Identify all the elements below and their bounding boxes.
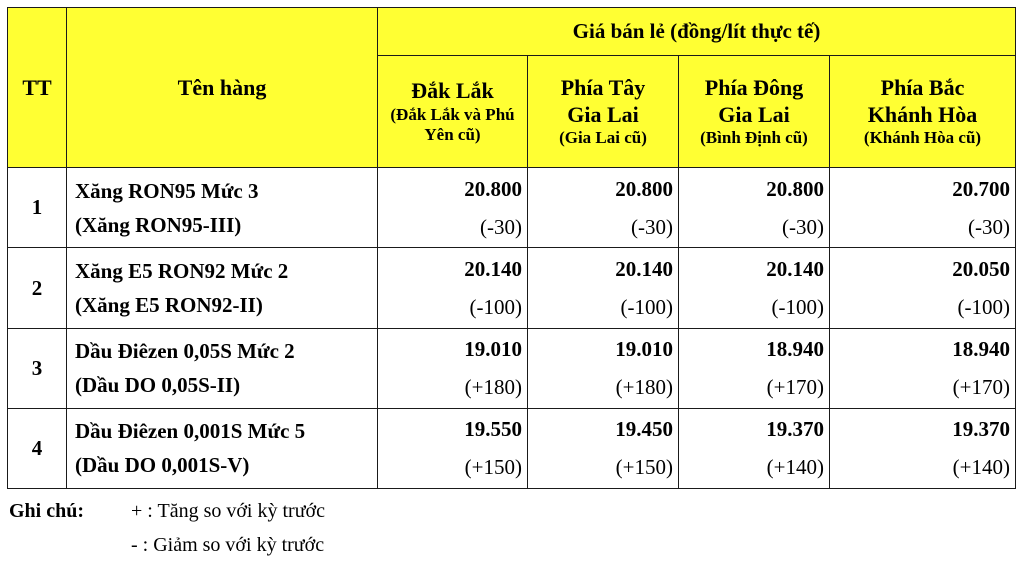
product-code: (Dầu DO 0,001S-V) [75, 453, 250, 478]
header-tt: TT [8, 8, 67, 168]
table-row [8, 328, 1016, 408]
price-change: (-100) [957, 295, 1010, 320]
price-value: 20.700 [952, 176, 1010, 201]
region-name: Gia Lai [567, 101, 639, 127]
region-note: (Gia Lai cũ) [559, 127, 647, 147]
region-name: Đắk Lắk [411, 78, 494, 104]
product-code: (Xăng RON95-III) [75, 212, 242, 237]
row-number: 2 [8, 248, 67, 328]
price-cell [679, 328, 830, 408]
price-value: 19.010 [615, 337, 673, 362]
row-number: 3 [8, 328, 67, 408]
price-change: (-30) [968, 214, 1010, 239]
region-name: Gia Lai [718, 101, 790, 127]
price-change: (+140) [952, 455, 1010, 480]
product-code: (Dầu DO 0,05S-II) [75, 373, 241, 398]
price-change: (+150) [464, 455, 522, 480]
row-number: 4 [8, 408, 67, 488]
price-cell [528, 248, 679, 328]
price-value: 20.050 [952, 257, 1010, 282]
region-note: (Bình Định cũ) [700, 127, 808, 147]
header-region-dak-lak [378, 56, 528, 168]
region-note: (Đắk Lắk và Phú [390, 104, 515, 124]
price-change: (-30) [782, 214, 824, 239]
header-product-name: Tên hàng [67, 8, 378, 168]
product-name-cell [67, 408, 378, 488]
price-cell [378, 248, 528, 328]
price-cell [378, 408, 528, 488]
price-value: 19.550 [464, 417, 522, 442]
price-value: 19.010 [464, 337, 522, 362]
product-code: (Xăng E5 RON92-II) [75, 293, 263, 318]
price-cell [378, 168, 528, 248]
notes-label: Ghi chú: [9, 500, 85, 522]
product-name: Xăng E5 RON92 Mức 2 [75, 259, 289, 284]
price-cell [679, 408, 830, 488]
price-cell [528, 408, 679, 488]
price-value: 18.940 [952, 337, 1010, 362]
product-name-cell [67, 328, 378, 408]
price-cell [830, 248, 1016, 328]
note-increase: + : Tăng so với kỳ trước [131, 500, 325, 522]
price-change: (+180) [464, 375, 522, 400]
region-name: Phía Bắc [880, 75, 965, 101]
price-value: 20.800 [766, 176, 824, 201]
price-change: (+150) [615, 455, 673, 480]
price-value: 20.800 [464, 176, 522, 201]
price-value: 18.940 [766, 337, 824, 362]
region-name: Khánh Hòa [867, 101, 978, 127]
price-cell [528, 168, 679, 248]
price-value: 20.140 [464, 257, 522, 282]
price-change: (-30) [631, 214, 673, 239]
price-change: (-100) [771, 295, 824, 320]
price-change: (-100) [620, 295, 673, 320]
header-region-north-khanh-hoa [830, 56, 1016, 168]
product-name: Dầu Điêzen 0,001S Mức 5 [75, 419, 306, 444]
header-retail-price-group: Giá bán lẻ (đồng/lít thực tế) [378, 8, 1016, 56]
price-change: (+170) [766, 375, 824, 400]
note-decrease: - : Giảm so với kỳ trước [131, 534, 325, 556]
price-value: 19.370 [952, 417, 1010, 442]
price-cell [830, 168, 1016, 248]
price-change: (+140) [766, 455, 824, 480]
price-cell [679, 248, 830, 328]
price-change: (-30) [480, 214, 522, 239]
product-name: Dầu Điêzen 0,05S Mức 2 [75, 339, 295, 364]
price-cell [830, 328, 1016, 408]
product-name-cell [67, 168, 378, 248]
price-value: 20.140 [615, 257, 673, 282]
table-row [8, 248, 1016, 328]
header-region-east-gia-lai [679, 56, 830, 168]
price-value: 19.450 [615, 417, 673, 442]
region-note: (Khánh Hòa cũ) [863, 127, 982, 147]
price-cell [378, 328, 528, 408]
note-increase-row [9, 494, 325, 528]
price-value: 19.370 [766, 417, 824, 442]
price-change: (-100) [469, 295, 522, 320]
region-name: Phía Tây [560, 75, 646, 101]
price-value: 20.800 [615, 176, 673, 201]
region-name: Phía Đông [704, 75, 804, 101]
region-note: Yên cũ) [424, 124, 481, 144]
price-change: (+180) [615, 375, 673, 400]
table-row [8, 408, 1016, 488]
notes [9, 494, 325, 562]
note-decrease-row [9, 528, 325, 562]
price-table [7, 7, 1016, 489]
price-cell [679, 168, 830, 248]
row-number: 1 [8, 168, 67, 248]
price-value: 20.140 [766, 257, 824, 282]
price-cell [528, 328, 679, 408]
header-region-west-gia-lai [528, 56, 679, 168]
product-name-cell [67, 248, 378, 328]
price-change: (+170) [952, 375, 1010, 400]
product-name: Xăng RON95 Mức 3 [75, 178, 259, 203]
price-cell [830, 408, 1016, 488]
table-row [8, 168, 1016, 248]
